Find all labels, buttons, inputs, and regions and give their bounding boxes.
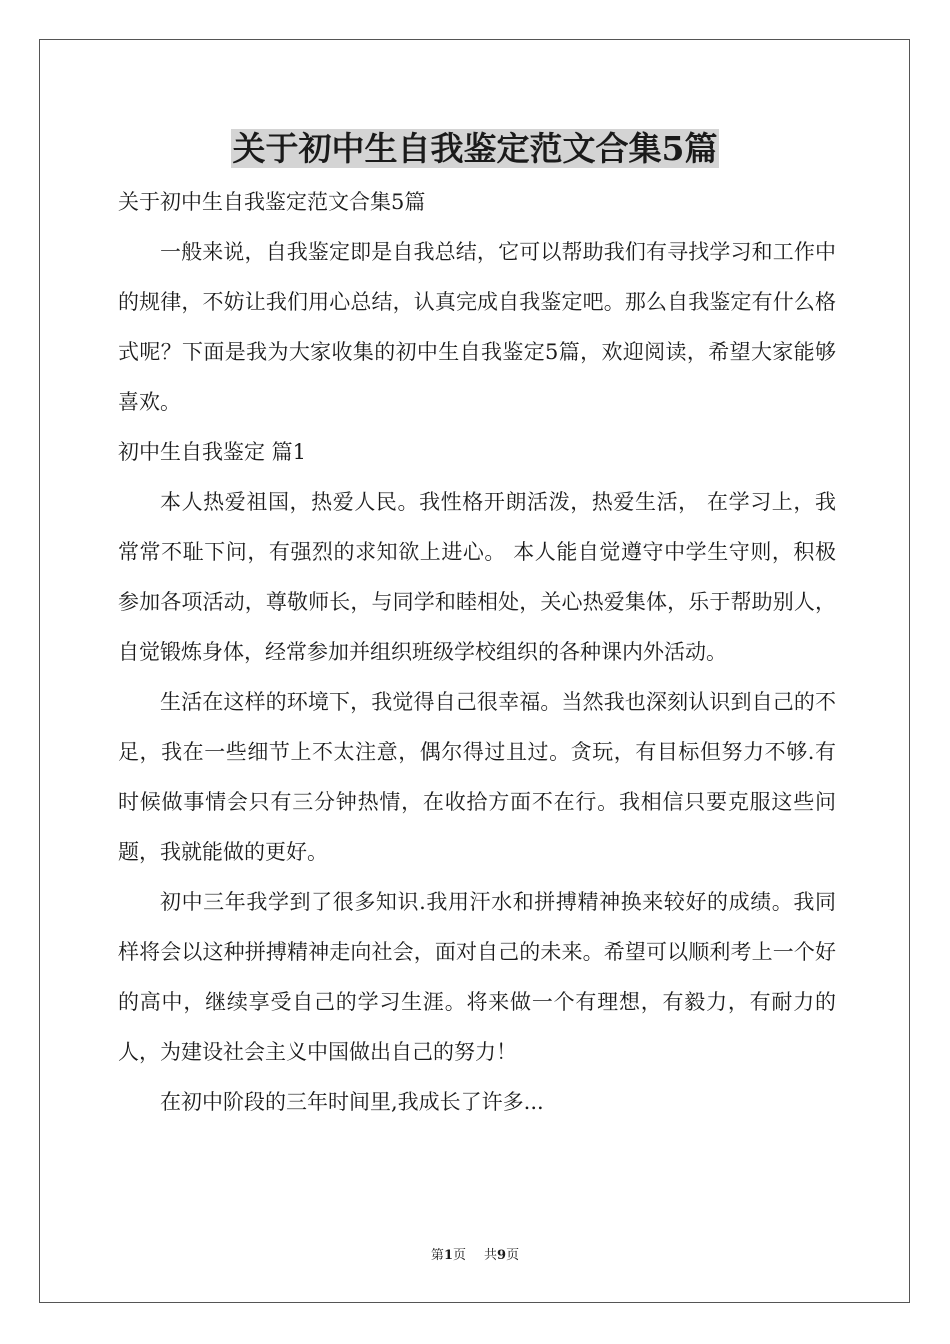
- document-title-text: 关于初中生自我鉴定范文合集5篇: [232, 129, 718, 168]
- page-number: 第1页: [430, 1248, 466, 1263]
- section-heading: 初中生自我鉴定 篇1: [118, 440, 307, 464]
- body-paragraph-3: 初中三年我学到了很多知识.我用汗水和拼搏精神换来较好的成绩。我同样将会以这种拼搏精神走向社会，面对自己的未来。希望可以顺利考上一个好的高中，继续享受自己的学习生涯。将来做一个有理想，有毅力，有耐力的人，为建设社会主义中国做出自己的努力！: [118, 890, 836, 1064]
- page-footer: [0, 1247, 950, 1265]
- document-subtitle: 关于初中生自我鉴定范文合集5篇: [118, 190, 426, 214]
- page-total: 共9页: [484, 1248, 520, 1263]
- body-paragraph-1: 本人热爱祖国，热爱人民。我性格开朗活泼，热爱生活， 在学习上，我常常不耻下问，有强烈的求知欲上进心。 本人能自觉遵守中学生守则，积极参加各项活动，尊敬师长，与同学和睦相处，关心热爱集体，乐于帮助别人，自觉锻炼身体，经常参加并组织班级学校组织的各种课内外活动。: [118, 490, 836, 664]
- document-title: [0, 126, 950, 172]
- document-body: [118, 177, 836, 1127]
- body-paragraph-2: 生活在这样的环境下，我觉得自己很幸福。当然我也深刻认识到自己的不足，我在一些细节上不太注意，偶尔得过且过。贪玩，有目标但努力不够.有时候做事情会只有三分钟热情，在收拾方面不在行。我相信只要克服这些问题，我就能做的更好。: [118, 690, 836, 864]
- intro-paragraph: 一般来说，自我鉴定即是自我总结，它可以帮助我们有寻找学习和工作中的规律，不妨让我们用心总结，认真完成自我鉴定吧。那么自我鉴定有什么格式呢？下面是我为大家收集的初中生自我鉴定5篇，欢迎阅读，希望大家能够喜欢。: [118, 240, 836, 414]
- body-paragraph-4: 在初中阶段的三年时间里,我成长了许多...: [160, 1090, 544, 1114]
